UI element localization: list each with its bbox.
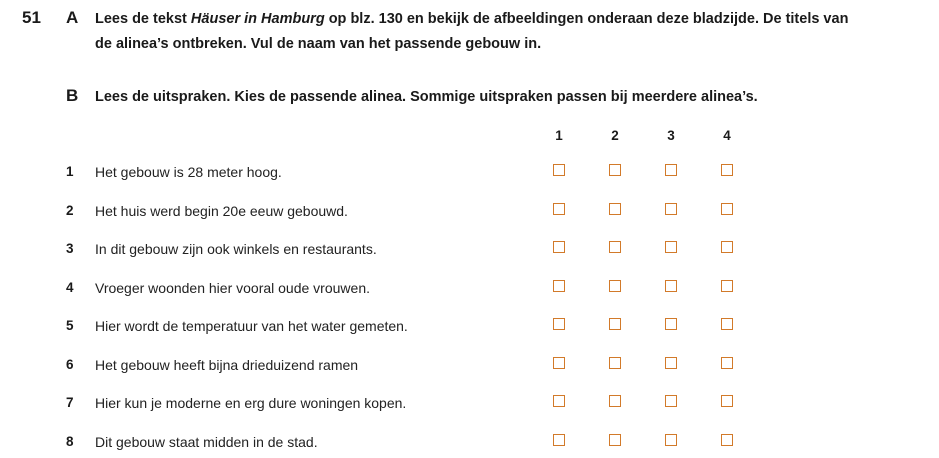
instruction-a-title: Häuser in Hamburg [190, 11, 325, 27]
checkbox-paragraph-4[interactable] [721, 318, 733, 330]
column-header-3: 3 [667, 128, 675, 143]
column-header-1: 1 [555, 128, 563, 143]
checkbox-paragraph-3[interactable] [665, 241, 677, 253]
checkbox-paragraph-1[interactable] [553, 395, 565, 407]
statement-text: In dit gebouw zijn ook winkels en restaurants. [95, 241, 377, 257]
statement-number: 1 [66, 164, 74, 179]
checkbox-paragraph-3[interactable] [665, 395, 677, 407]
statement-text: Hier kun je moderne en erg dure woningen kopen. [95, 395, 407, 411]
column-header-2: 2 [611, 128, 619, 143]
instruction-a-line2: de alinea’s ontbreken. Vul de naam van het passende gebouw in. [95, 36, 542, 52]
checkbox-paragraph-1[interactable] [553, 357, 565, 369]
statement-row [0, 389, 939, 419]
checkbox-paragraph-1[interactable] [553, 241, 565, 253]
statement-text: Het huis werd begin 20e eeuw gebouwd. [95, 202, 348, 219]
checkbox-paragraph-3[interactable] [665, 203, 677, 215]
checkbox-paragraph-4[interactable] [721, 434, 733, 446]
statement-number: 6 [66, 356, 74, 372]
checkbox-paragraph-4[interactable] [721, 164, 733, 176]
column-header-4: 4 [723, 128, 731, 143]
checkbox-paragraph-2[interactable] [609, 203, 621, 215]
checkbox-paragraph-1[interactable] [553, 434, 565, 446]
exercise-number: 51 [22, 8, 41, 27]
statement-text: Dit gebouw staat midden in de stad. [95, 433, 318, 450]
statement-row [0, 274, 939, 304]
instruction-a-text-after: op blz. 130 en bekijk de afbeeldingen onderaan deze bladzijde. De titels van [324, 11, 849, 27]
checkbox-paragraph-4[interactable] [721, 280, 733, 292]
checkbox-paragraph-4[interactable] [721, 357, 733, 369]
statement-text: Vroeger woonden hier vooral oude vrouwen. [95, 279, 370, 296]
checkbox-paragraph-2[interactable] [609, 434, 621, 446]
statement-row [0, 428, 939, 458]
statement-text: Het gebouw heeft bijna drieduizend ramen [95, 356, 359, 373]
instruction-a-text-before: Lees de tekst [95, 11, 191, 27]
statement-row [0, 351, 939, 381]
statement-number: 8 [66, 433, 74, 449]
instruction-a-line1 [95, 7, 848, 32]
checkbox-paragraph-1[interactable] [553, 318, 565, 330]
section-letter-a: A [66, 8, 79, 27]
statement-row [0, 312, 939, 342]
statement-text: Hier wordt de temperatuur van het water gemeten. [95, 318, 408, 334]
checkbox-paragraph-1[interactable] [553, 203, 565, 215]
checkbox-paragraph-3[interactable] [665, 434, 677, 446]
statement-text: Het gebouw is 28 meter hoog. [95, 164, 282, 180]
checkbox-paragraph-2[interactable] [609, 318, 621, 330]
statement-number: 4 [66, 279, 74, 295]
section-letter-b: B [66, 86, 79, 105]
statement-row [0, 158, 939, 188]
statement-number: 2 [66, 202, 74, 218]
statement-row [0, 197, 939, 227]
checkbox-paragraph-2[interactable] [609, 164, 621, 176]
checkbox-paragraph-2[interactable] [609, 280, 621, 292]
statement-number: 3 [66, 241, 74, 256]
checkbox-paragraph-3[interactable] [665, 164, 677, 176]
checkbox-paragraph-1[interactable] [553, 164, 565, 176]
checkbox-paragraph-1[interactable] [553, 280, 565, 292]
instruction-b: Lees de uitspraken. Kies de passende alinea. Sommige uitspraken passen bij meerdere alinea’s. [95, 89, 758, 105]
checkbox-paragraph-4[interactable] [721, 395, 733, 407]
checkbox-paragraph-2[interactable] [609, 357, 621, 369]
checkbox-paragraph-4[interactable] [721, 241, 733, 253]
statement-number: 7 [66, 395, 74, 410]
checkbox-paragraph-2[interactable] [609, 395, 621, 407]
statement-number: 5 [66, 318, 74, 333]
checkbox-paragraph-3[interactable] [665, 318, 677, 330]
checkbox-paragraph-2[interactable] [609, 241, 621, 253]
statement-row [0, 235, 939, 265]
instruction-a [95, 7, 848, 57]
checkbox-paragraph-3[interactable] [665, 357, 677, 369]
checkbox-paragraph-3[interactable] [665, 280, 677, 292]
checkbox-paragraph-4[interactable] [721, 203, 733, 215]
